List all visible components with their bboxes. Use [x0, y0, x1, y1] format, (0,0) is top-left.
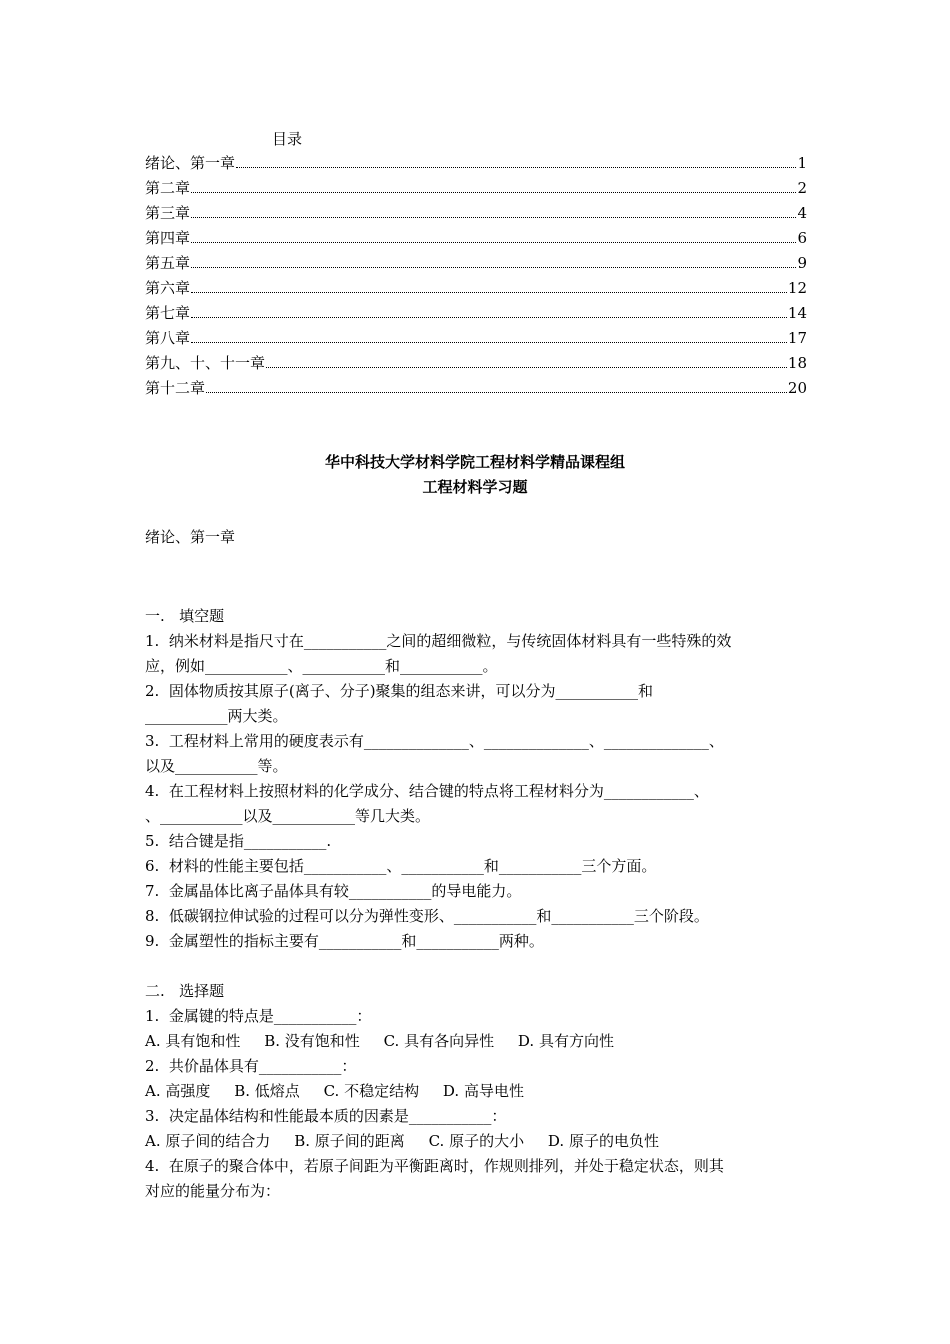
dot-leader — [191, 267, 796, 268]
toc-entry-label: 第六章 — [145, 279, 191, 297]
toc-entry-label: 第九、十、十一章 — [145, 354, 266, 372]
question-line: 9. 金属塑性的指标主要有___________和___________两种。 — [145, 932, 544, 950]
toc-entry[interactable] — [145, 251, 807, 276]
question-line: 2. 固体物质按其原子(离子、分子)聚集的组态来讲，可以分为___________和 — [145, 682, 654, 700]
dot-leader — [191, 342, 787, 343]
question-line: 6. 材料的性能主要包括___________、___________和___________三个方面。 — [145, 857, 657, 875]
document-title: 工程材料学习题 — [422, 478, 528, 496]
section-title: 二. 选择题 — [145, 982, 225, 1000]
fill-in-section — [145, 604, 825, 954]
dot-leader — [191, 242, 796, 243]
toc-entry[interactable] — [145, 376, 807, 401]
question-line: 3. 决定晶体结构和性能最本质的因素是___________： — [145, 1107, 507, 1125]
toc-entry[interactable] — [145, 226, 807, 251]
org-heading: 华中科技大学材料学院工程材料学精品课程组 — [324, 453, 625, 471]
question-line: A. 具有饱和性 B. 没有饱和性 C. 具有各向异性 D. 具有方向性 — [145, 1032, 614, 1050]
toc-entry[interactable] — [145, 326, 807, 351]
dot-leader — [191, 317, 787, 318]
toc-entry-label: 第十二章 — [145, 379, 206, 397]
toc-entry[interactable] — [145, 276, 807, 301]
toc-entry-page: 12 — [787, 279, 807, 297]
question-line: 对应的能量分布为： — [145, 1182, 281, 1200]
toc-entry-page: 17 — [787, 329, 807, 347]
question-line: 1. 纳米材料是指尺寸在___________之间的超细微粒，与传统固体材料具有一些特殊的效 — [145, 632, 732, 650]
toc-entry-page: 6 — [797, 229, 807, 247]
dot-leader — [191, 192, 796, 193]
toc-entry-label: 第五章 — [145, 254, 191, 272]
question-line: 7. 金属晶体比离子晶体具有较___________的导电能力。 — [145, 882, 522, 900]
section-title: 一. 填空题 — [145, 607, 225, 625]
toc-title: 目录 — [272, 130, 303, 148]
toc-entry-page: 4 — [797, 204, 807, 222]
toc-entry-page: 2 — [797, 179, 807, 197]
question-line: 5. 结合键是指___________. — [145, 832, 332, 850]
toc-entry-page: 14 — [787, 304, 807, 322]
dot-leader — [191, 217, 796, 218]
toc-entry-label: 第三章 — [145, 204, 191, 222]
question-line: A. 原子间的结合力 B. 原子间的距离 C. 原子的大小 D. 原子的电负性 — [145, 1132, 659, 1150]
chapter-heading: 绪论、第一章 — [145, 528, 236, 546]
toc-entry-page: 1 — [797, 154, 807, 172]
toc-entry[interactable] — [145, 301, 807, 326]
dot-leader — [191, 292, 787, 293]
question-line: 1. 金属键的特点是___________： — [145, 1007, 372, 1025]
toc-entry-label: 第四章 — [145, 229, 191, 247]
question-line: 8. 低碳钢拉伸试验的过程可以分为弹性变形、___________和___________三个阶段。 — [145, 907, 709, 925]
question-line: 3. 工程材料上常用的硬度表示有______________、______________、______________、 — [145, 732, 724, 750]
question-line: ___________两大类。 — [145, 707, 288, 725]
toc-entry-page: 9 — [797, 254, 807, 272]
toc-entry[interactable] — [145, 351, 807, 376]
toc-entry-label: 第七章 — [145, 304, 191, 322]
question-line: 应，例如___________、___________和___________。 — [145, 657, 498, 675]
dot-leader — [266, 367, 787, 368]
question-line: 、___________以及___________等几大类。 — [145, 807, 431, 825]
dot-leader — [206, 392, 787, 393]
toc-entry-label: 第二章 — [145, 179, 191, 197]
toc-entry[interactable] — [145, 201, 807, 226]
table-of-contents — [145, 151, 807, 401]
toc-entry-page: 20 — [787, 379, 807, 397]
toc-entry[interactable] — [145, 151, 807, 176]
toc-entry-label: 第八章 — [145, 329, 191, 347]
question-line: 2. 共价晶体具有___________： — [145, 1057, 357, 1075]
question-line: A. 高强度 B. 低熔点 C. 不稳定结构 D. 高导电性 — [145, 1082, 524, 1100]
question-line: 4. 在原子的聚合体中，若原子间距为平衡距离时，作规则排列，并处于稳定状态，则其 — [145, 1157, 724, 1175]
multiple-choice-section — [145, 979, 825, 1204]
question-line: 4. 在工程材料上按照材料的化学成分、结合键的特点将工程材料分为____________、 — [145, 782, 709, 800]
question-line: 以及___________等。 — [145, 757, 288, 775]
toc-entry[interactable] — [145, 176, 807, 201]
dot-leader — [236, 167, 796, 168]
toc-entry-page: 18 — [787, 354, 807, 372]
toc-entry-label: 绪论、第一章 — [145, 154, 236, 172]
